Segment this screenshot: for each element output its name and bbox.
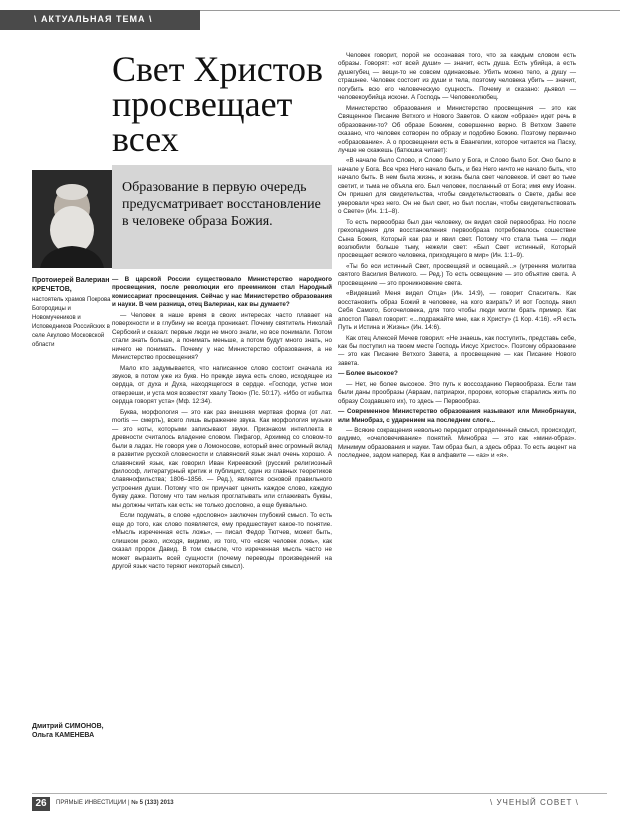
paragraph: — Человек в наше время в своих интересах часто плавает на поверхности и в глубину не всегда проникает. Почему святитель Николай Сербский и сказал: первые люди не много знали, но все понимали. Потом стали знать больше, а понимать меньше, а потом будут много знать, но ничего не понимать. Почему у нас Министерство образования, а не Министерство просвещения? bbox=[112, 311, 332, 362]
author-photo bbox=[32, 170, 112, 268]
paragraph: То есть первообраз был дан человеку, он видел свой первообраз. Но после грехопадения для восстановления первообраза потребовалось сошествие Сына Божия, Который как раз и явил свет. Потому что стала тьма — люди возлюбили больше тьму, нежели свет: «Был Свет истинный, Который просвещает всякого человека, приходящего в мир» (Ин. 1:1–9). bbox=[338, 218, 576, 260]
paragraph: Как отец Алексей Мечев говорил: «Не знаешь, как поступить, представь себе, как бы поступил на твоем месте Господь Иисус Христос». Поэтому образование — это как Писание Ветхого Завета, а просвещение — как Писание Нового завета. bbox=[338, 334, 576, 367]
rubric-bar bbox=[0, 10, 200, 30]
article-title: Свет Христов просвещает всех bbox=[112, 49, 324, 159]
paragraph: Мало кто задумывается, что написанное слово состоит сначала из звуков, в потом уже из букв. Но прежде звука есть слово, исходящее из сердца, от духа и Духа, находящегося в сердце. «Господи, устне мои отверзеши, и уста моя возвестят хвалу Твою» (Пс. 50:17). «Ибо от избытка сердца говорят уста» (Мф. 12:34). bbox=[112, 364, 332, 406]
question-paragraph: — В царской России существовало Министерство народного просвещения, после революции его преемником стал Народный комиссариат просвещения. Сейчас у нас Министерство образования и науки. В чем разница, отец Валериан, как вы думаете? bbox=[112, 276, 332, 309]
footer-rubric: \ УЧЕНЫЙ СОВЕТ \ bbox=[490, 798, 579, 807]
question-paragraph: — Более высокое? bbox=[338, 370, 398, 378]
paragraph: Министерство образования и Министерство просвещения — это как Священное Писание Ветхого и Нового Заветов. О каком «образе» идет речь в образовании-то? Об образе Божием, совершенно верно. В Ветхом Завете сказано, что человек сотворен по образу и подобию Божию. Поэтому первично «образование». А о просвещении есть в Евангелии, которое читается на Пасху, лучше не скажешь (батюшка читает): bbox=[338, 104, 576, 154]
paragraph: «Ты бо еси истинный Свет, просвещаяй и освещаяй...» (утренняя молитва святого Василия Великого. — Ред.) То есть освещение — это объятие света. А просвещение — это проникновение света. bbox=[338, 262, 576, 287]
article-column-right bbox=[338, 52, 576, 463]
interviewers-credit bbox=[32, 722, 112, 740]
paragraph: Если подумать, в слове «дословно» заключен глубокий смысл. То есть еще до того, как слово появляется, ему предшествует какое-то понятие. «Мысль изреченная есть ложь», — писал Федор Тютчев, может быть, слишком резко, исходя, видимо, из того, что «всяк человек ложь», как сказал пророк Давид. В том смысле, что изреченная мысль часто не может выразить всей сущности (почему переводы произведений на другой язык часто теряют некоторый смысл). bbox=[112, 512, 332, 570]
paragraph: «В начале было Слово, и Слово было у Бога, и Слово было Бог. Оно было в начале у Бога. Все чрез Него начало быть, и без Него ничто не начало быть, что начало быть. В нем была жизнь, и жизнь была свет человеков. И свет во тьме светит, и тьма не объяла его. Был человек, посланный от Бога; имя ему Иоанн. Он пришел для свидетельства, чтобы свидетельствовать о Свете, дабы все уверовали чрез него. Он не был свет, но был послан, чтобы свидетельствовать о Свете» (Ин. 1:1–8). bbox=[338, 157, 576, 216]
rubric-label: \ АКТУАЛЬНАЯ ТЕМА \ bbox=[34, 14, 153, 24]
page-number: 26 bbox=[32, 797, 50, 811]
paragraph: «Видевший Меня видел Отца» (Ин. 14:9), — говорит Спаситель. Как восстановить образ Божий в человеке, на кого взирать? И вот Господь явил Себя Самого, Богочеловека, для того чтобы люди могли брать пример. Как апостол Павел говорит: «...подражайте мне, как я Христу» (1 Кор. 4:16). «Я есть Путь и Истина и Жизнь» (Ин. 14:6). bbox=[338, 290, 576, 332]
journal-name: ПРЯМЫЕ ИНВЕСТИЦИИ bbox=[56, 800, 127, 806]
lead-box bbox=[112, 165, 332, 269]
footer-divider bbox=[32, 793, 607, 794]
paragraph: Человек говорит, порой не осознавая того, что за каждым словом есть образы. Говорят: «от всей души» — значит, есть душа. Есть убийца, а есть душегубец — вещи-то не совсем одинаковые. Убить можно тело, а душу — страшнее. Человек состоит из души и тела, поэтому человека убить — значит, погубить всю его человеческую сущность. Почему и сказано: дьявол — человекоубийца искони. А Господь — Человеколюбец. bbox=[338, 52, 576, 102]
author-credit bbox=[32, 276, 112, 350]
article-column-left bbox=[112, 276, 332, 573]
journal-issue: № 5 (133) 2013 bbox=[131, 800, 174, 806]
paragraph: Буква, морфология — это как раз внешняя мертвая форма (от лат. mortis — смерть), всего лишь выражение звука. Как морфология музыки — это ноты, которыми записывают звуки. Признаком интеллекта в древности считалось владение словом. Пифагор, Архимед со словом-то были в ладах. Не говоря уже о Ломоносове, который внес огромный вклад в развитие русской словесности и славянский язык знал очень хорошо. А славянский язык, как говорил Иван Киреевский (русский религиозный философ, литературный критик и публицист, один из главных теоретиков славянофильства; 1806–1856. — Ред.), является основой правильного устроения души. Потому что он приучает ценить каждое слово, каждую букву даже. Потому что там нельзя проглатывать или сглаживать буквы, мы должны читать как есть: не только дословно, а еще буквально. bbox=[112, 408, 332, 509]
author-name: Протоиерей Валериан КРЕЧЕТОВ, bbox=[32, 277, 110, 293]
paragraph: — Нет, не более высокое. Это путь к воссозданию Первообраза. Если там были даны прообразы (Авраам, патриархи, пророки, которые старались жить по образу Создавшего их), то здесь — Первообраз. bbox=[338, 380, 576, 405]
author-bio: настоятель храмов Покрова Богородицы и Новомучеников и Исповедников Российских в селе Акулово Московской области bbox=[32, 297, 111, 348]
portrait-image bbox=[32, 170, 112, 268]
lead-text: Образование в первую очередь предусматривает восстановление в человеке образа Божия. bbox=[122, 180, 321, 229]
journal-info: ПРЯМЫЕ ИНВЕСТИЦИИ | № 5 (133) 2013 bbox=[56, 800, 174, 806]
paragraph: — Всякие сокращения невольно передают определенный смысл, происходит, видимо, «очеловечивание» понятий. Минобраз — это как «мини-образ». Минимум образования и науки. Там образ был, а здесь образ. То есть акцент на последнее, задом наперед. Как в алфавите — «аз» и «я». bbox=[338, 427, 576, 460]
interviewers-names: Дмитрий СИМОНОВ, Ольга КАМЕНЕВА bbox=[32, 723, 104, 739]
header-divider bbox=[200, 10, 620, 11]
question-paragraph: — Современное Министерство образования называют или Минобрнауки, или Минобраз, с ударением на последнем слоге... bbox=[338, 408, 576, 424]
